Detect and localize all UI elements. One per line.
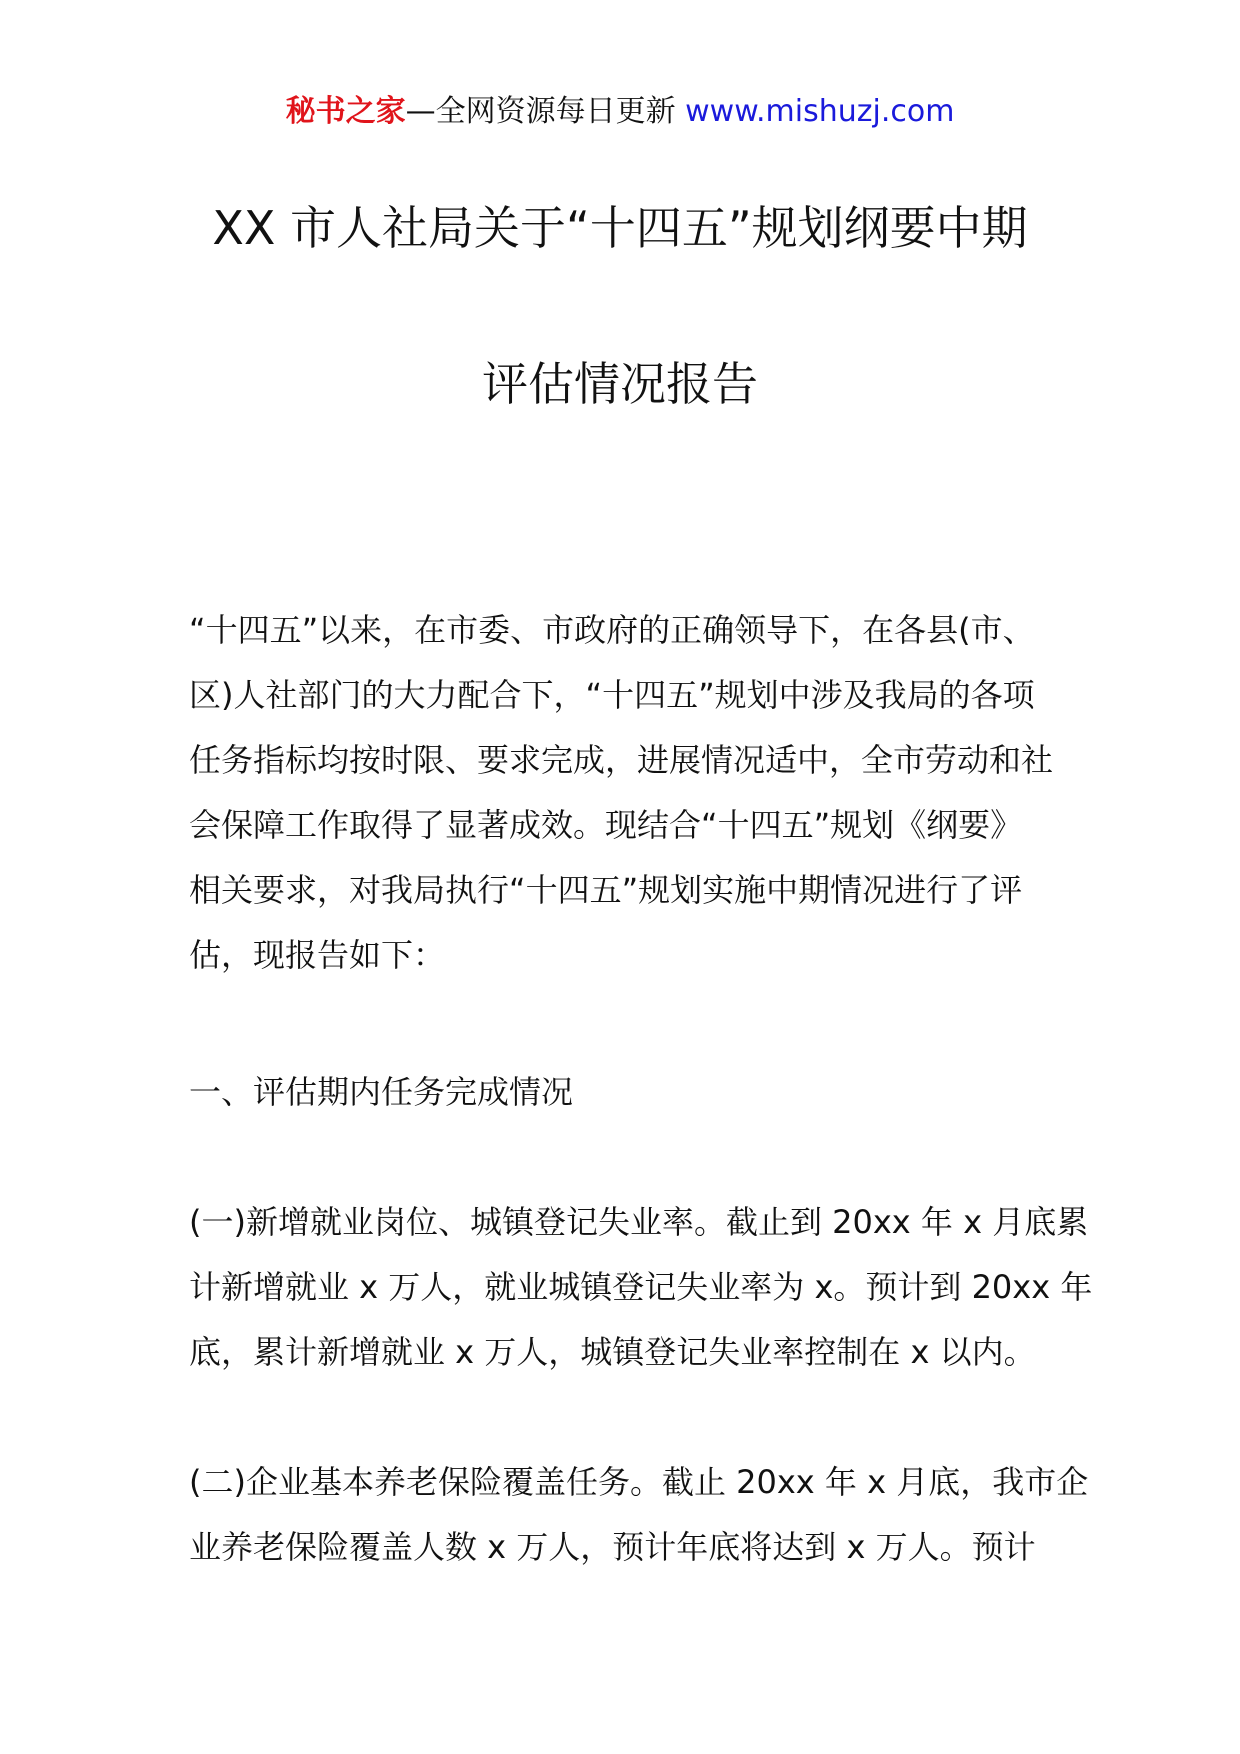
- section-heading-text: 一、评估期内任务完成情况: [189, 1073, 574, 1111]
- document-title-line-1: XX 市人社局关于“十四五”规划纲要中期: [212, 201, 1028, 255]
- intro-line: 会保障工作取得了显著成效。现结合“十四五”规划《纲要》: [189, 806, 1023, 844]
- item1-line: 计新增就业 x 万人，就业城镇登记失业率为 x。预计到 20xx 年: [189, 1268, 1093, 1306]
- item2-line: (二)企业基本养老保险覆盖任务。截止 20xx 年 x 月底，我市企: [189, 1463, 1089, 1501]
- item2-line: 业养老保险覆盖人数 x 万人，预计年底将达到 x 万人。预计: [189, 1528, 1036, 1566]
- intro-line: 任务指标均按时限、要求完成，进展情况适中，全市劳动和社: [189, 741, 1054, 779]
- item-paragraph-2: [189, 1450, 1089, 1580]
- site-banner: [0, 92, 1240, 132]
- item1-line: 底，累计新增就业 x 万人，城镇登记失业率控制在 x 以内。: [189, 1333, 1036, 1371]
- site-url-link[interactable]: www.mishuzj.com: [685, 94, 955, 129]
- intro-line: 估，现报告如下：: [189, 936, 446, 974]
- intro-line: “十四五”以来，在市委、市政府的正确领导下，在各县(市、: [189, 611, 1035, 649]
- section-heading: [189, 1060, 1059, 1125]
- banner-tagline: —全网资源每日更新: [405, 94, 686, 129]
- intro-line: 区)人社部门的大力配合下，“十四五”规划中涉及我局的各项: [189, 676, 1035, 714]
- document-title-line-2: 评估情况报告: [482, 357, 758, 411]
- item1-line: (一)新增就业岗位、城镇登记失业率。截止到 20xx 年 x 月底累: [189, 1203, 1089, 1241]
- item-paragraph-1: [189, 1190, 1093, 1385]
- intro-line: 相关要求，对我局执行“十四五”规划实施中期情况进行了评: [189, 871, 1023, 909]
- intro-paragraph: [189, 598, 1059, 988]
- brand-name: 秘书之家: [285, 94, 406, 129]
